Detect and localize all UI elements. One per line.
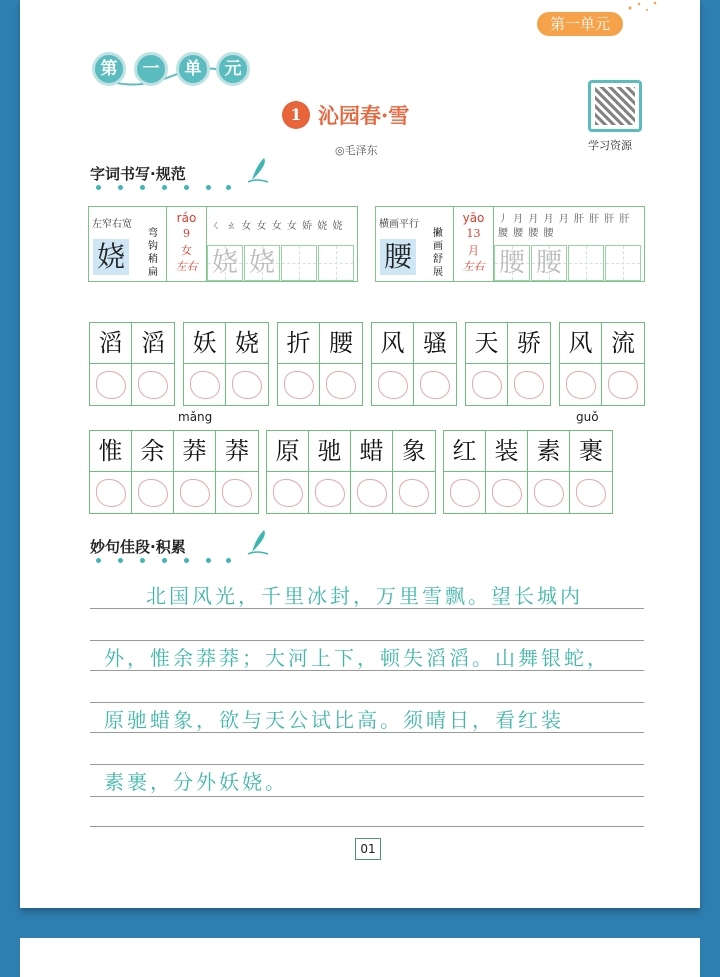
qr-code[interactable] (588, 80, 642, 132)
write-cell[interactable] (90, 364, 131, 405)
write-cell[interactable] (570, 472, 612, 513)
write-cell[interactable] (414, 364, 456, 405)
model-char: 腰 (380, 239, 416, 275)
word-char: 象 (393, 431, 435, 472)
ruled-line (90, 702, 644, 703)
write-cell[interactable] (372, 364, 413, 405)
word-char: 妖 (184, 323, 225, 364)
trace-cell[interactable]: 腰 (531, 245, 567, 281)
char-card-yao (375, 206, 645, 282)
word-box (266, 430, 436, 514)
write-cell[interactable] (351, 472, 392, 513)
qr-pattern (595, 87, 635, 125)
stroke-order: ㄑ ㄠ 女 女 女 女 娇 娆 娆 (211, 221, 344, 232)
write-cell[interactable] (132, 364, 174, 405)
lesson-author: ◎毛泽东 (335, 144, 378, 157)
word-char: 莽 (174, 431, 215, 472)
write-cell[interactable] (278, 364, 319, 405)
word-char: 滔 (90, 323, 131, 364)
word-box (465, 322, 551, 406)
write-cell[interactable] (320, 364, 362, 405)
word-char: 红 (444, 431, 485, 472)
stroke-order-1: 丿 月 月 月 月 肝 肝 肝 肝 (498, 214, 631, 225)
unit-banner (92, 48, 252, 92)
word-char: 流 (602, 323, 644, 364)
trace-cell[interactable]: 娆 (207, 245, 243, 281)
char-pinyin: ráo (176, 211, 197, 225)
word-char: 莽 (216, 431, 258, 472)
structure-hint: 横画平行 (379, 219, 419, 230)
word-char: 余 (132, 431, 173, 472)
word-char: 骚 (414, 323, 456, 364)
word-box (371, 322, 457, 406)
word-char: 娆 (226, 323, 268, 364)
stroke-order-2: 腰 腰 腰 腰 (498, 228, 555, 239)
write-cell[interactable] (309, 472, 350, 513)
unit-char-2: 一 (134, 52, 168, 86)
write-cell[interactable] (528, 472, 569, 513)
lesson-title (282, 100, 409, 130)
pen-icon (246, 156, 270, 184)
word-char: 驰 (309, 431, 350, 472)
write-cell[interactable] (184, 364, 225, 405)
char-card-practice (494, 207, 644, 281)
blank-cell[interactable] (318, 245, 354, 281)
unit-char-3: 单 (176, 52, 210, 86)
sparkle-icon (625, 0, 665, 20)
write-cell[interactable] (444, 472, 485, 513)
word-box (89, 322, 175, 406)
qr-label: 学习资源 (588, 139, 632, 152)
ruled-line (90, 826, 644, 827)
char-layout: 左右 (462, 260, 485, 273)
writing-tips: 撇 画 舒 展 (433, 228, 443, 278)
char-card-left (376, 207, 454, 281)
write-cell[interactable] (174, 472, 215, 513)
word-char: 滔 (132, 323, 174, 364)
word-box (277, 322, 363, 406)
word-char: 装 (486, 431, 527, 472)
unit-char-1: 第 (92, 52, 126, 86)
write-cell[interactable] (486, 472, 527, 513)
word-char: 折 (278, 323, 319, 364)
passage-line-4: 素裹，分外妖娆。 (104, 770, 288, 794)
word-box (183, 322, 269, 406)
char-card-practice (207, 207, 357, 281)
write-cell[interactable] (132, 472, 173, 513)
word-char: 裹 (570, 431, 612, 472)
write-cell[interactable] (508, 364, 550, 405)
trace-cell[interactable]: 娆 (244, 245, 280, 281)
ruled-line (90, 640, 644, 641)
section-dots (96, 558, 236, 564)
word-char: 蜡 (351, 431, 392, 472)
blank-cell[interactable] (568, 245, 604, 281)
passage-line-2: 外，惟余莽莽；大河上下，顿失滔滔。山舞银蛇， (104, 646, 610, 670)
stroke-count: 13 (466, 227, 481, 240)
lesson-number: 1 (282, 101, 310, 129)
char-pinyin: yāo (462, 211, 485, 225)
ruled-line (90, 670, 644, 671)
char-card-rao (88, 206, 358, 282)
section-title-writing: 字词书写·规范 (90, 165, 186, 183)
ruled-line (90, 608, 644, 609)
section-title-passage: 妙句佳段·积累 (90, 538, 186, 556)
char-card-info (167, 207, 207, 281)
write-cell[interactable] (466, 364, 507, 405)
write-cell[interactable] (267, 472, 308, 513)
word-char: 腰 (320, 323, 362, 364)
blank-cell[interactable] (605, 245, 641, 281)
word-char: 原 (267, 431, 308, 472)
char-layout: 左右 (175, 260, 198, 273)
blank-cell[interactable] (281, 245, 317, 281)
word-box (559, 322, 645, 406)
lesson-name: 沁园春·雪 (318, 103, 410, 128)
write-cell[interactable] (393, 472, 435, 513)
radical: 女 (181, 244, 192, 257)
trace-cell[interactable]: 腰 (494, 245, 530, 281)
word-box (443, 430, 613, 514)
unit-char-4: 元 (216, 52, 250, 86)
char-card-info (454, 207, 494, 281)
word-char: 风 (560, 323, 601, 364)
ruled-line (90, 796, 644, 797)
pinyin-guo: guǒ (576, 410, 599, 424)
char-card-left (89, 207, 167, 281)
writing-tips: 弯 钩 稍 扁 (148, 228, 158, 278)
write-cell[interactable] (560, 364, 601, 405)
word-char: 风 (372, 323, 413, 364)
page-number: 01 (355, 838, 381, 860)
write-cell[interactable] (90, 472, 131, 513)
stroke-count: 9 (183, 227, 190, 240)
structure-hint: 左窄右宽 (92, 219, 132, 230)
section-dots (96, 185, 236, 191)
word-box (89, 430, 259, 514)
unit-corner-badge: 第一单元 (537, 12, 623, 36)
word-char: 骄 (508, 323, 550, 364)
ruled-line (90, 732, 644, 733)
passage-line-1: 北国风光，千里冰封，万里雪飘。望长城内 (146, 584, 583, 608)
word-char: 天 (466, 323, 507, 364)
radical: 月 (468, 244, 479, 257)
model-char: 娆 (93, 239, 129, 275)
write-cell[interactable] (602, 364, 644, 405)
pen-icon (246, 528, 270, 556)
next-page-edge (20, 938, 700, 977)
passage-line-3: 原驰蜡象，欲与天公试比高。须晴日，看红装 (104, 708, 564, 732)
ruled-line (90, 764, 644, 765)
pinyin-mang: mǎng (178, 410, 213, 424)
write-cell[interactable] (216, 472, 258, 513)
word-char: 素 (528, 431, 569, 472)
word-char: 惟 (90, 431, 131, 472)
write-cell[interactable] (226, 364, 268, 405)
